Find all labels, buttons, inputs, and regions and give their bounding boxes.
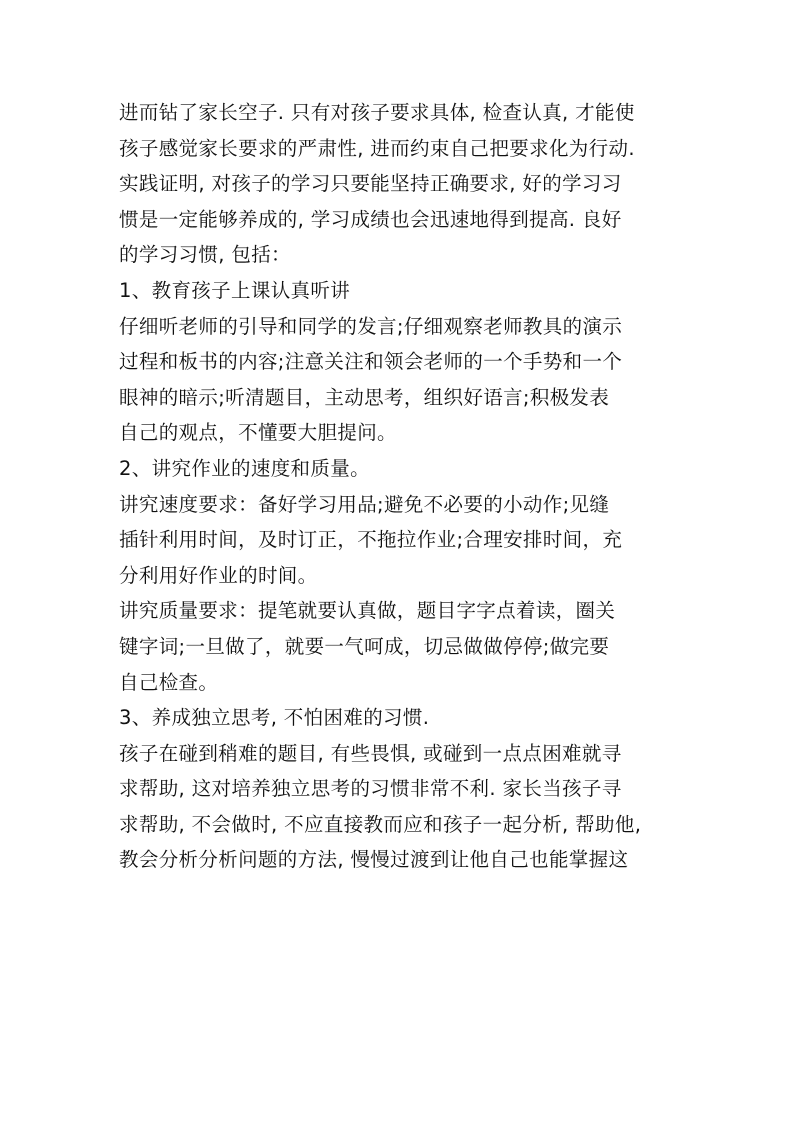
- text-line: 键字词;一旦做了，就要一气呵成，切忌做做停停;做完要: [119, 634, 610, 658]
- text-line: 惯是一定能够养成的, 学习成绩也会迅速地得到提高. 良好: [119, 207, 622, 231]
- text-line: 求帮助, 这对培养独立思考的习惯非常不利. 家长当孩子寻: [119, 777, 622, 801]
- text-line: 孩子感觉家长要求的严肃性, 进而约束自己把要求化为行动.: [119, 136, 635, 160]
- text-line: 自己检查。: [119, 670, 219, 694]
- text-line: 分利用好作业的时间。: [119, 563, 318, 587]
- text-line: 讲究速度要求：备好学习用品;避免不必要的小动作;见缝: [119, 492, 610, 516]
- text-line: 求帮助, 不会做时, 不应直接教而应和孩子一起分析, 帮助他,: [119, 812, 642, 836]
- text-line: 教会分析分析问题的方法, 慢慢过渡到让他自己也能掌握这: [119, 848, 629, 872]
- text-line: 进而钻了家长空子. 只有对孩子要求具体, 检查认真, 才能使: [119, 101, 635, 124]
- section-heading-3: 3、养成独立思考, 不怕困难的习惯.: [119, 706, 430, 730]
- section-heading-1: 1、教育孩子上课认真听讲: [119, 278, 351, 302]
- text-line: 仔细听老师的引导和同学的发言;仔细观察老师教具的演示: [119, 314, 623, 338]
- text-line: 的学习习惯, 包括：: [119, 243, 291, 267]
- text-line: 插针利用时间，及时订正，不拖拉作业;合理安排时间，充: [119, 528, 623, 552]
- text-line: 讲究质量要求：提笔就要认真做，题目字字点着读，圈关: [119, 599, 616, 623]
- text-line: 实践证明, 对孩子的学习只要能坚持正确要求, 好的学习习: [119, 172, 622, 196]
- section-heading-2: 2、讲究作业的速度和质量。: [119, 456, 370, 480]
- text-line: 眼神的暗示;听清题目，主动思考，组织好语言;积极发表: [119, 385, 610, 409]
- text-line: 自己的观点，不懂要大胆提问。: [119, 421, 397, 445]
- document-body: [119, 95, 685, 878]
- text-line: 孩子在碰到稍难的题目, 有些畏惧, 或碰到一点点困难就寻: [119, 741, 622, 765]
- text-line: 过程和板书的内容;注意关注和领会老师的一个手势和一个: [119, 350, 623, 374]
